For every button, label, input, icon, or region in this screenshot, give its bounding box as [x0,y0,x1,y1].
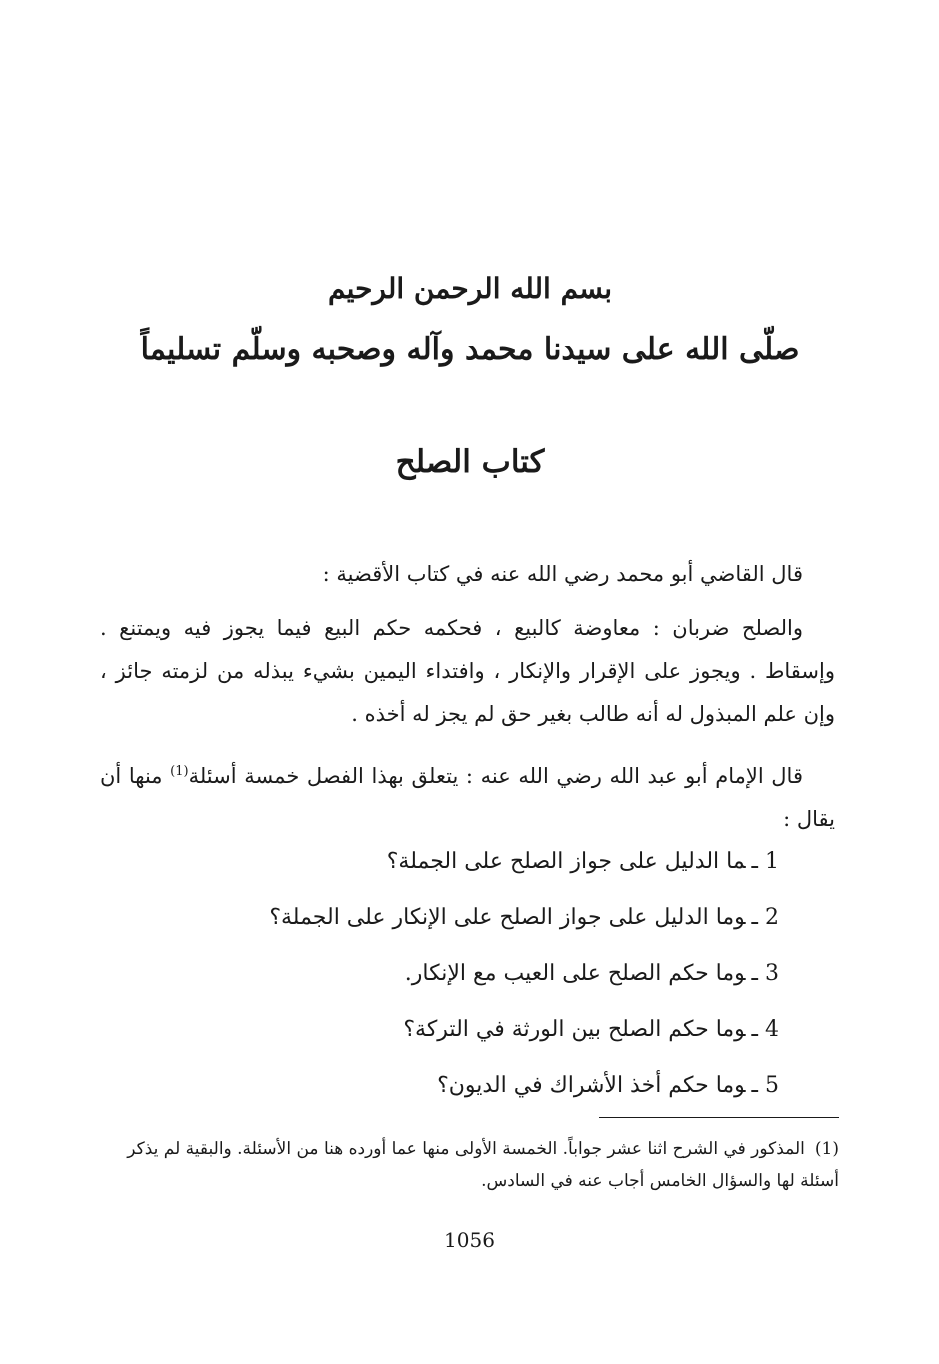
question-text: ما الدليل على جواز الصلح على الجملة؟ [386,849,746,874]
questions-list [119,842,779,1122]
salawat-heading: صلّى الله على سيدنا محمد وآله وصحبه وسلّم تسليماً [140,332,800,367]
footnote-marker: (1) [814,1139,839,1159]
chapter-title: كتاب الصلح [395,444,545,480]
question-number: 1 ـ [751,849,779,874]
question-number: 3 ـ [751,961,779,986]
imam-text-end: منها أن يقال : [100,764,835,831]
question-item [119,898,779,954]
question-number: 4 ـ [751,1017,779,1042]
question-number: 2 ـ [751,905,779,930]
basmala-heading: بسم الله الرحمن الرحيم [328,272,612,305]
question-item [119,842,779,898]
question-text: وما حكم أخذ الأشراك في الديون؟ [437,1073,746,1098]
imam-text: قال الإمام أبو عبد الله رضي الله عنه : يتعلق بهذا الفصل خمسة أسئلة [188,764,803,788]
footnote-divider [599,1117,839,1118]
question-item [119,1010,779,1066]
question-item [119,1066,779,1122]
footnote-text: المذكور في الشرح اثنا عشر جواباً. الخمسة الأولى منها عما أورده هنا من الأسئلة. والبقية لم يذكر أسئلة لها والسؤال الخامس أجاب عنه في السادس. [127,1139,839,1191]
question-item [119,954,779,1010]
question-text: وما الدليل على جواز الصلح على الإنكار على الجملة؟ [269,905,746,930]
page-number: 1056 [444,1228,495,1252]
footnote [109,1133,839,1197]
intro-paragraph: قال القاضي أبو محمد رضي الله عنه في كتاب الأقضية : [322,562,803,586]
imam-paragraph [100,755,835,841]
question-number: 5 ـ [751,1073,779,1098]
question-text: وما حكم الصلح على العيب مع الإنكار. [404,961,746,986]
question-text: وما حكم الصلح بين الورثة في التركة؟ [403,1017,746,1042]
definition-paragraph: والصلح ضربان : معاوضة كالبيع ، فحكمه حكم البيع فيما يجوز فيه ويمتنع . وإسقاط . ويجوز على الإقرار والإنكار ، وافتداء اليمين بشيء يبذله من لزمته جائز ، وإن علم المبذول له أنه طالب بغير حق لم يجز له أخذه . [100,616,835,726]
footnote-reference[interactable]: (1) [170,764,189,779]
